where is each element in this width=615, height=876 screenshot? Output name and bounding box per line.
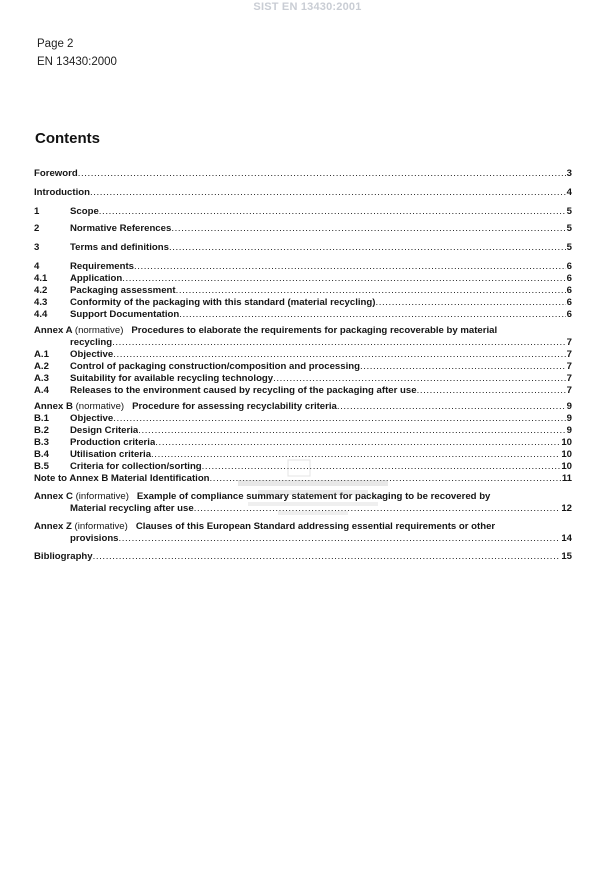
toc-entry-b-1[interactable]: B.1 Objective ..... 9 <box>34 413 572 425</box>
toc-entry-annex-z-cont[interactable]: provisions ..... 14 <box>34 533 572 545</box>
page-title: Contents <box>35 130 100 147</box>
table-of-contents <box>34 168 572 563</box>
toc-entry-note-annex-b[interactable]: Note to Annex B Material Identification ..... 11 <box>34 473 572 485</box>
toc-entry-bibliography[interactable]: Bibliography ..... 15 <box>34 551 572 563</box>
toc-entry-annex-a-cont[interactable]: recycling ..... 7 <box>34 337 572 349</box>
toc-entry-b-4[interactable]: B.4 Utilisation criteria ..... 10 <box>34 449 572 461</box>
watermark-text: SIST EN 13430:2001 <box>253 1 362 13</box>
toc-entry-4-3[interactable]: 4.3 Conformity of the packaging with this standard (material recycling) ..... 6 <box>34 297 572 309</box>
toc-entry-annex-b[interactable]: Annex B (normative) Procedure for assessing recyclability criteria ..... 9 <box>34 401 572 413</box>
toc-entry-4-2[interactable]: 4.2 Packaging assessment ..... 6 <box>34 285 572 297</box>
toc-entry-4-4[interactable]: 4.4 Support Documentation ..... 6 <box>34 309 572 321</box>
toc-entry-a-1[interactable]: A.1 Objective ..... 7 <box>34 349 572 361</box>
toc-entry-terms[interactable]: 3 Terms and definitions ..... 5 <box>34 242 572 254</box>
toc-entry-b-5[interactable]: B.5 Criteria for collection/sorting ..... 10 <box>34 461 572 473</box>
toc-entry-normative-references[interactable]: 2 Normative References ..... 5 <box>34 223 572 235</box>
toc-entry-annex-c[interactable]: Annex C (informative) Example of compliance summary statement for packaging to be recovered by <box>34 491 491 502</box>
toc-entry-annex-a[interactable]: Annex A (normative) Procedures to elaborate the requirements for packaging recoverable by material <box>34 325 498 336</box>
toc-entry-b-2[interactable]: B.2 Design Criteria ..... 9 <box>34 425 572 437</box>
toc-entry-a-2[interactable]: A.2 Control of packaging construction/composition and processing ..... 7 <box>34 361 572 373</box>
toc-entry-requirements[interactable]: 4 Requirements ..... 6 <box>34 261 572 273</box>
toc-entry-introduction[interactable]: Introduction ..... 4 <box>34 187 572 199</box>
toc-entry-a-4[interactable]: A.4 Releases to the environment caused by recycling of the packaging after use ..... 7 <box>34 385 572 397</box>
toc-entry-annex-z[interactable]: Annex Z (informative) Clauses of this European Standard addressing essential requirements or other <box>34 521 496 532</box>
toc-entry-annex-c-cont[interactable]: Material recycling after use ..... 12 <box>34 503 572 515</box>
toc-entry-b-3[interactable]: B.3 Production criteria ..... 10 <box>34 437 572 449</box>
toc-entry-foreword[interactable]: Foreword ..... 3 <box>34 168 572 180</box>
toc-entry-a-3[interactable]: A.3 Suitability for available recycling technology ..... 7 <box>34 373 572 385</box>
toc-entry-scope[interactable]: 1 Scope ..... 5 <box>34 206 572 218</box>
standard-id: EN 13430:2000 <box>37 56 117 68</box>
page-number: Page 2 <box>37 38 74 50</box>
toc-entry-4-1[interactable]: 4.1 Application ..... 6 <box>34 273 572 285</box>
